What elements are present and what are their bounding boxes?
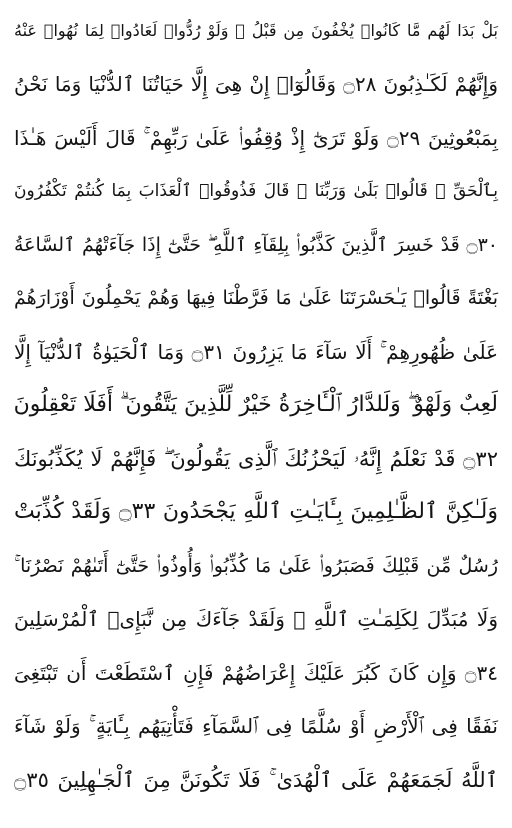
text-line-2: وَإِنَّهُمْ لَكَـٰذِبُونَ ۝٢٨ وَقَالُوٓا۟ إِنْ هِىَ إِلَّا حَيَاتُنَا ٱلدُّنْيَا وَمَا نَحْنُ — [14, 72, 498, 96]
text-line-13: ۝٣٤ وَإِن كَانَ كَبُرَ عَلَيْكَ إِعْرَاضُهُمْ فَإِنِ ٱسْتَطَعْتَ أَن تَبْتَغِىَ — [14, 661, 498, 685]
text-line-10: وَلَـٰكِنَّ ٱلظَّـٰلِمِينَ بِـَٔايَـٰتِ ٱللَّهِ يَجْحَدُونَ ۝٣٣ وَلَقَدْ كُذِّبَتْ — [14, 499, 498, 524]
text-line-4: بِٱلْحَقِّ ۚ قَالُوا۟ بَلَىٰ وَرَبِّنَا ۚ قَالَ فَذُوقُوا۟ ٱلْعَذَابَ بِمَا كُنتُمْ تَكْفُرُونَ — [14, 181, 498, 201]
text-line-8: لَعِبٌ وَلَهْوٌ ۖ وَلَلدَّارُ ٱلْـَٔاخِرَةُ خَيْرٌ لِّلَّذِينَ يَتَّقُونَ ۗ أَفَلَا تَعْقِلُونَ — [13, 392, 498, 417]
text-line-14: نَفَقًا فِى ٱلْأَرْضِ أَوْ سُلَّمًا فِى ٱلسَّمَآءِ فَتَأْتِيَهُم بِـَٔايَةٍ ۚ وَلَوْ شَآءَ — [14, 714, 498, 738]
text-line-6: بَغْتَةً قَالُوا۟ يَـٰحَسْرَتَنَا عَلَىٰ مَا فَرَّطْنَا فِيهَا وَهُمْ يَحْمِلُونَ أَوْزَارَهُمْ — [14, 287, 498, 309]
text-line-3: بِمَبْعُوثِينَ ۝٢٩ وَلَوْ تَرَىٰٓ إِذْ وُقِفُوا۟ عَلَىٰ رَبِّهِمْ ۚ قَالَ أَلَيْسَ هَـٰذَا — [14, 126, 499, 150]
text-line-9: ۝٣٢ قَدْ نَعْلَمُ إِنَّهُۥ لَيَحْزُنُكَ ٱلَّذِى يَقُولُونَ ۖ فَإِنَّهُمْ لَا يُكَذِّبُونَكَ — [14, 447, 498, 471]
text-line-15: ٱللَّهُ لَجَمَعَهُمْ عَلَى ٱلْهُدَىٰ ۚ فَلَا تَكُونَنَّ مِنَ ٱلْجَـٰهِلِينَ ۝٣٥ — [14, 768, 498, 792]
text-line-7: عَلَىٰ ظُهُورِهِمْ ۚ أَلَا سَآءَ مَا يَزِرُونَ ۝٣١ وَمَا ٱلْحَيَوٰةُ ٱلدُّنْيَآ إِلَّا — [14, 340, 499, 364]
text-line-11: رُسُلٌ مِّن قَبْلِكَ فَصَبَرُوا۟ عَلَىٰ مَا كُذِّبُوا۟ وَأُوذُوا۟ حَتَّىٰٓ أَتَىٰهُمْ نَصْرُنَا ۚ — [14, 555, 498, 577]
text-line-1: بَلْ بَدَا لَهُم مَّا كَانُوا۟ يُخْفُونَ مِن قَبْلُ ۖ وَلَوْ رُدُّوا۟ لَعَادُوا۟ لِمَا نُهُوا۟ عَنْهُ — [14, 21, 498, 40]
text-line-12: وَلَا مُبَدِّلَ لِكَلِمَـٰتِ ٱللَّهِ ۚ وَلَقَدْ جَآءَكَ مِن نَّبَإِى۟ ٱلْمُرْسَلِينَ — [14, 607, 498, 631]
text-line-5: ۝٣٠ قَدْ خَسِرَ ٱلَّذِينَ كَذَّبُوا۟ بِلِقَآءِ ٱللَّهِ ۖ حَتَّىٰٓ إِذَا جَآءَتْهُمُ ٱلسَّاعَةُ — [14, 234, 498, 256]
